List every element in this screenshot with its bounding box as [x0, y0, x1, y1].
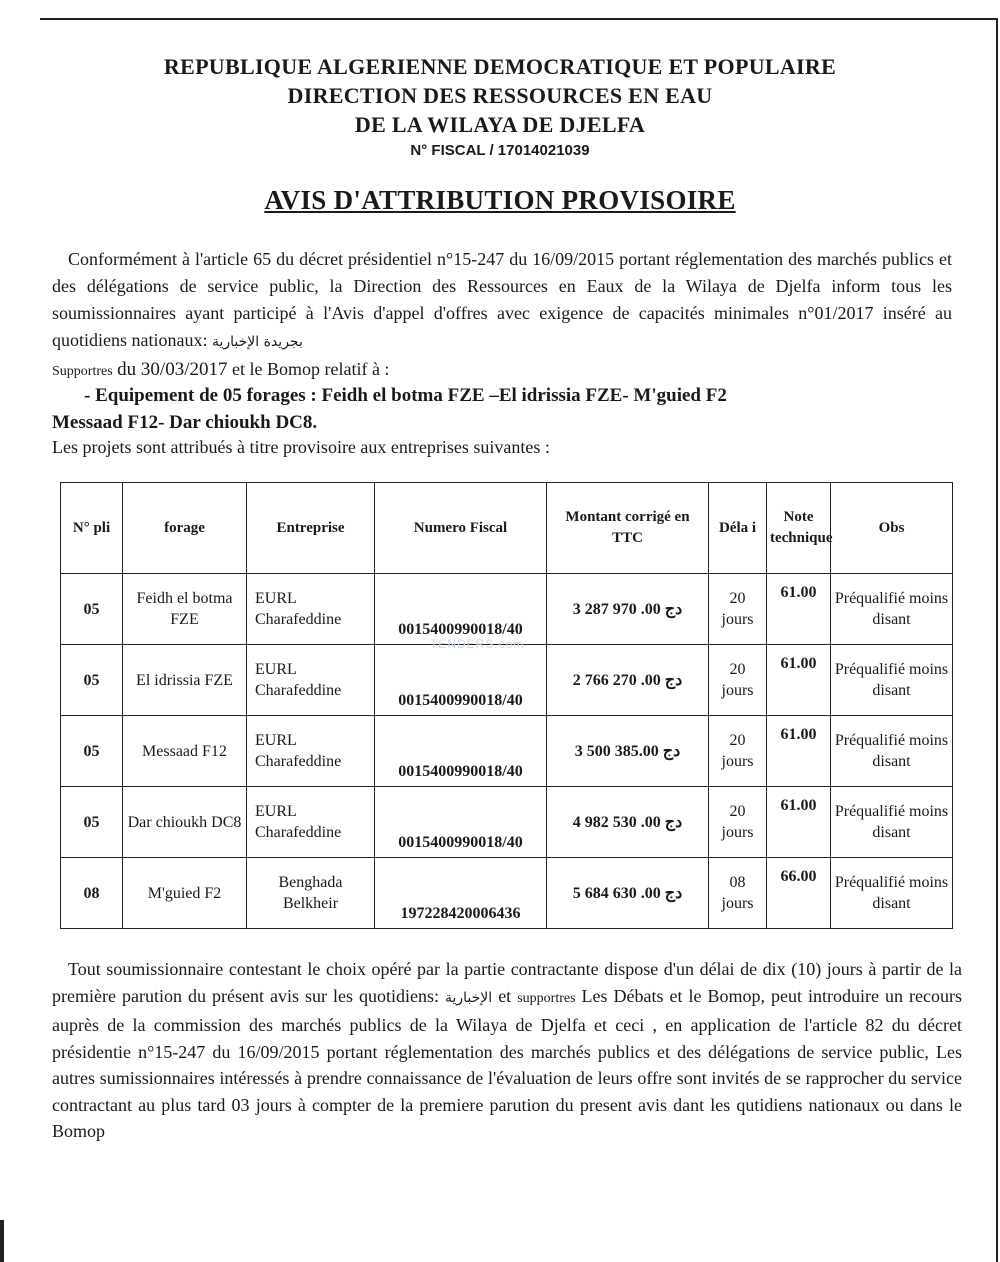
header-delai: Déla i: [709, 483, 767, 574]
cell-fiscal: 0015400990018/40: [375, 645, 547, 716]
table-row: [61, 645, 953, 716]
cell-entreprise: EURL Charafeddine: [247, 716, 375, 787]
intro-arabic-paper: بجريدة الإخبارية: [211, 334, 303, 350]
header-wilaya: DE LA WILAYA DE DJELFA: [354, 112, 646, 137]
intro-tail: et le Bomop relatif à :: [231, 359, 390, 379]
cell-fiscal: 0015400990018/40: [375, 787, 547, 858]
cell-note: 61.00: [767, 716, 831, 787]
cell-fiscal: 0015400990018/40: [375, 716, 547, 787]
cell-forage: Messaad F12: [123, 716, 247, 787]
cell-delai: 20 jours: [709, 716, 767, 787]
cell-forage: Dar chioukh DC8: [123, 787, 247, 858]
table-row: [61, 574, 953, 645]
cell-pli: 05: [61, 787, 123, 858]
table-row: [61, 787, 953, 858]
header-obs: Obs: [831, 483, 953, 574]
intro-date: du 30/03/2017: [117, 359, 228, 380]
table-header-row: [61, 483, 953, 574]
cell-entreprise: Benghada Belkheir: [247, 858, 375, 929]
notice-title-block: [0, 185, 1000, 216]
cell-fiscal: 0015400990018/40: [375, 574, 547, 645]
cell-delai: 08 jours: [709, 858, 767, 929]
header-pli: N° pli: [61, 483, 123, 574]
header-entreprise: Entreprise: [247, 483, 375, 574]
cell-pli: 08: [61, 858, 123, 929]
intro-supports-label: Supportres: [52, 364, 113, 379]
cell-pli: 05: [61, 645, 123, 716]
header-note: Note technique: [767, 483, 831, 574]
cell-pli: 05: [61, 716, 123, 787]
cell-obs: Préqualifié moins disant: [831, 858, 953, 929]
cell-montant: 3 287 970 .00 دج: [547, 574, 709, 645]
header-direction: DIRECTION DES RESSOURCES EN EAU: [287, 83, 713, 108]
intro-paragraph: [52, 246, 952, 385]
cell-note: 61.00: [767, 645, 831, 716]
cell-fiscal: 197228420006436: [375, 858, 547, 929]
cell-delai: 20 jours: [709, 574, 767, 645]
page-edge-top: [40, 18, 998, 20]
closing-arabic-paper: الإخبارية: [444, 989, 493, 1006]
project-description: [52, 382, 952, 436]
cell-forage: M'guied F2: [123, 858, 247, 929]
closing-part-3: Les Débats et le Bomop, peut introduire un recours auprès de la commission des marchés publics de la Wilaya de Djelfa et ceci , en application de l'article 82 du décret présidentie n°15-247 du 16/09/2015 portant réglementation des marchés publics et des délégations de service public, Les autres sumissionnaires intéressés à prendre connaissance de l'évaluation de leurs offre sont invités de se rapprocher du service contractant au plus tard 03 jours à compter de la premiere parution du present avis dant les qutidiens nationaux ou dans le Bomop: [52, 985, 963, 1141]
closing-supports-label: supportres: [517, 990, 576, 1006]
header-fiscal-number: N° FISCAL / 17014021039: [410, 142, 590, 159]
watermark: TENDERS.com: [430, 637, 525, 651]
closing-part-2: et: [498, 985, 512, 1006]
cell-forage: Feidh el botma FZE: [123, 574, 247, 645]
table-row: [61, 858, 953, 929]
table-row: [61, 716, 953, 787]
header-republic: REPUBLIQUE ALGERIENNE DEMOCRATIQUE ET POPULAIRE: [163, 54, 837, 79]
cell-note: 61.00: [767, 574, 831, 645]
cell-montant: 2 766 270 .00 دج: [547, 645, 709, 716]
cell-obs: Préqualifié moins disant: [831, 574, 953, 645]
notice-title: AVIS D'ATTRIBUTION PROVISOIRE: [264, 185, 736, 215]
cell-delai: 20 jours: [709, 787, 767, 858]
cell-montant: 5 684 630 .00 دج: [547, 858, 709, 929]
cell-note: 61.00: [767, 787, 831, 858]
header-forage: forage: [123, 483, 247, 574]
cell-entreprise: EURL Charafeddine: [247, 574, 375, 645]
cell-montant: 3 500 385.00 دج: [547, 716, 709, 787]
results-table: [60, 482, 953, 929]
cell-forage: El idrissia FZE: [123, 645, 247, 716]
project-line-1: - Equipement de 05 forages : Feidh el botma FZE –El idrissia FZE- M'guied F2: [84, 385, 727, 406]
cell-delai: 20 jours: [709, 645, 767, 716]
page-edge-left: [0, 1220, 4, 1262]
cell-montant: 4 982 530 .00 دج: [547, 787, 709, 858]
cell-obs: Préqualifié moins disant: [831, 787, 953, 858]
closing-paragraph: [52, 956, 962, 1145]
cell-entreprise: EURL Charafeddine: [247, 787, 375, 858]
attribution-sentence: Les projets sont attribués à titre provisoire aux entreprises suivantes :: [52, 437, 550, 457]
document-header: [0, 52, 1000, 162]
header-montant: Montant corrigé en TTC: [547, 483, 709, 574]
header-fiscal: Numero Fiscal: [375, 483, 547, 574]
intro-text: Conformément à l'article 65 du décret présidentiel n°15-247 du 16/09/2015 portant réglementation des marchés publics et des délégations de service public, la Direction des Ressources en Eaux de la Wilaya de Djelfa inform tous les soumissionnaires ayant participé à l'Avis d'appel d'offres avec exigence de capacités minimales n°01/2017 inséré au quotidiens nationaux:: [52, 249, 952, 350]
cell-obs: Préqualifié moins disant: [831, 645, 953, 716]
cell-note: 66.00: [767, 858, 831, 929]
cell-entreprise: EURL Charafeddine: [247, 645, 375, 716]
cell-pli: 05: [61, 574, 123, 645]
project-line-2: Messaad F12- Dar chioukh DC8.: [52, 412, 318, 433]
cell-obs: Préqualifié moins disant: [831, 716, 953, 787]
closing-part-1: Tout soumissionnaire contestant le choix opéré par la partie contractante dispose d'un délai de dix (10) jours à partir de la première parution du présent avis sur les quotidiens:: [52, 959, 962, 1006]
